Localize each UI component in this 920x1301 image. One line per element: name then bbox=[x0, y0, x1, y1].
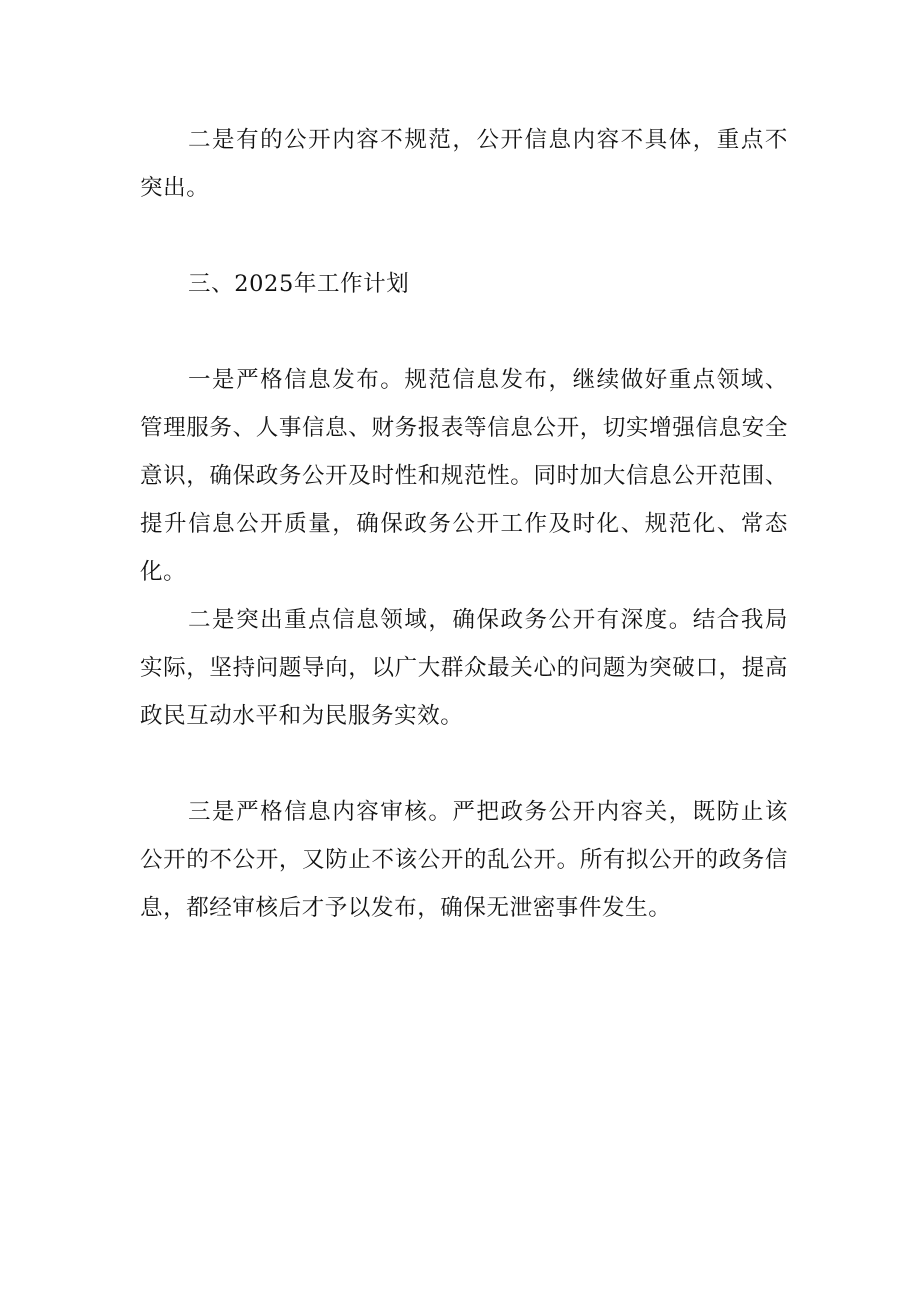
section-heading-work-plan: 三、2025年工作计划 bbox=[188, 271, 410, 297]
paragraph-plan-two: 二是突出重点信息领域，确保政务公开有深度。结合我局实际，坚持问题导向，以广大群众最关心的问题为突破口，提高政民互动水平和为民服务实效。 bbox=[140, 607, 788, 729]
paragraph-plan-one: 一是严格信息发布。规范信息发布，继续做好重点领域、管理服务、人事信息、财务报表等信息公开，切实增强信息安全意识，确保政务公开及时性和规范性。同时加大信息公开范围、提升信息公开质量，确保政务公开工作及时化、规范化、常态化。 bbox=[140, 367, 788, 585]
paragraph-plan-three: 三是严格信息内容审核。严把政务公开内容关，既防止该公开的不公开，又防止不该公开的乱公开。所有拟公开的政务信息，都经审核后才予以发布，确保无泄密事件发生。 bbox=[140, 799, 788, 921]
paragraph-problem-two: 二是有的公开内容不规范，公开信息内容不具体，重点不突出。 bbox=[140, 127, 788, 201]
